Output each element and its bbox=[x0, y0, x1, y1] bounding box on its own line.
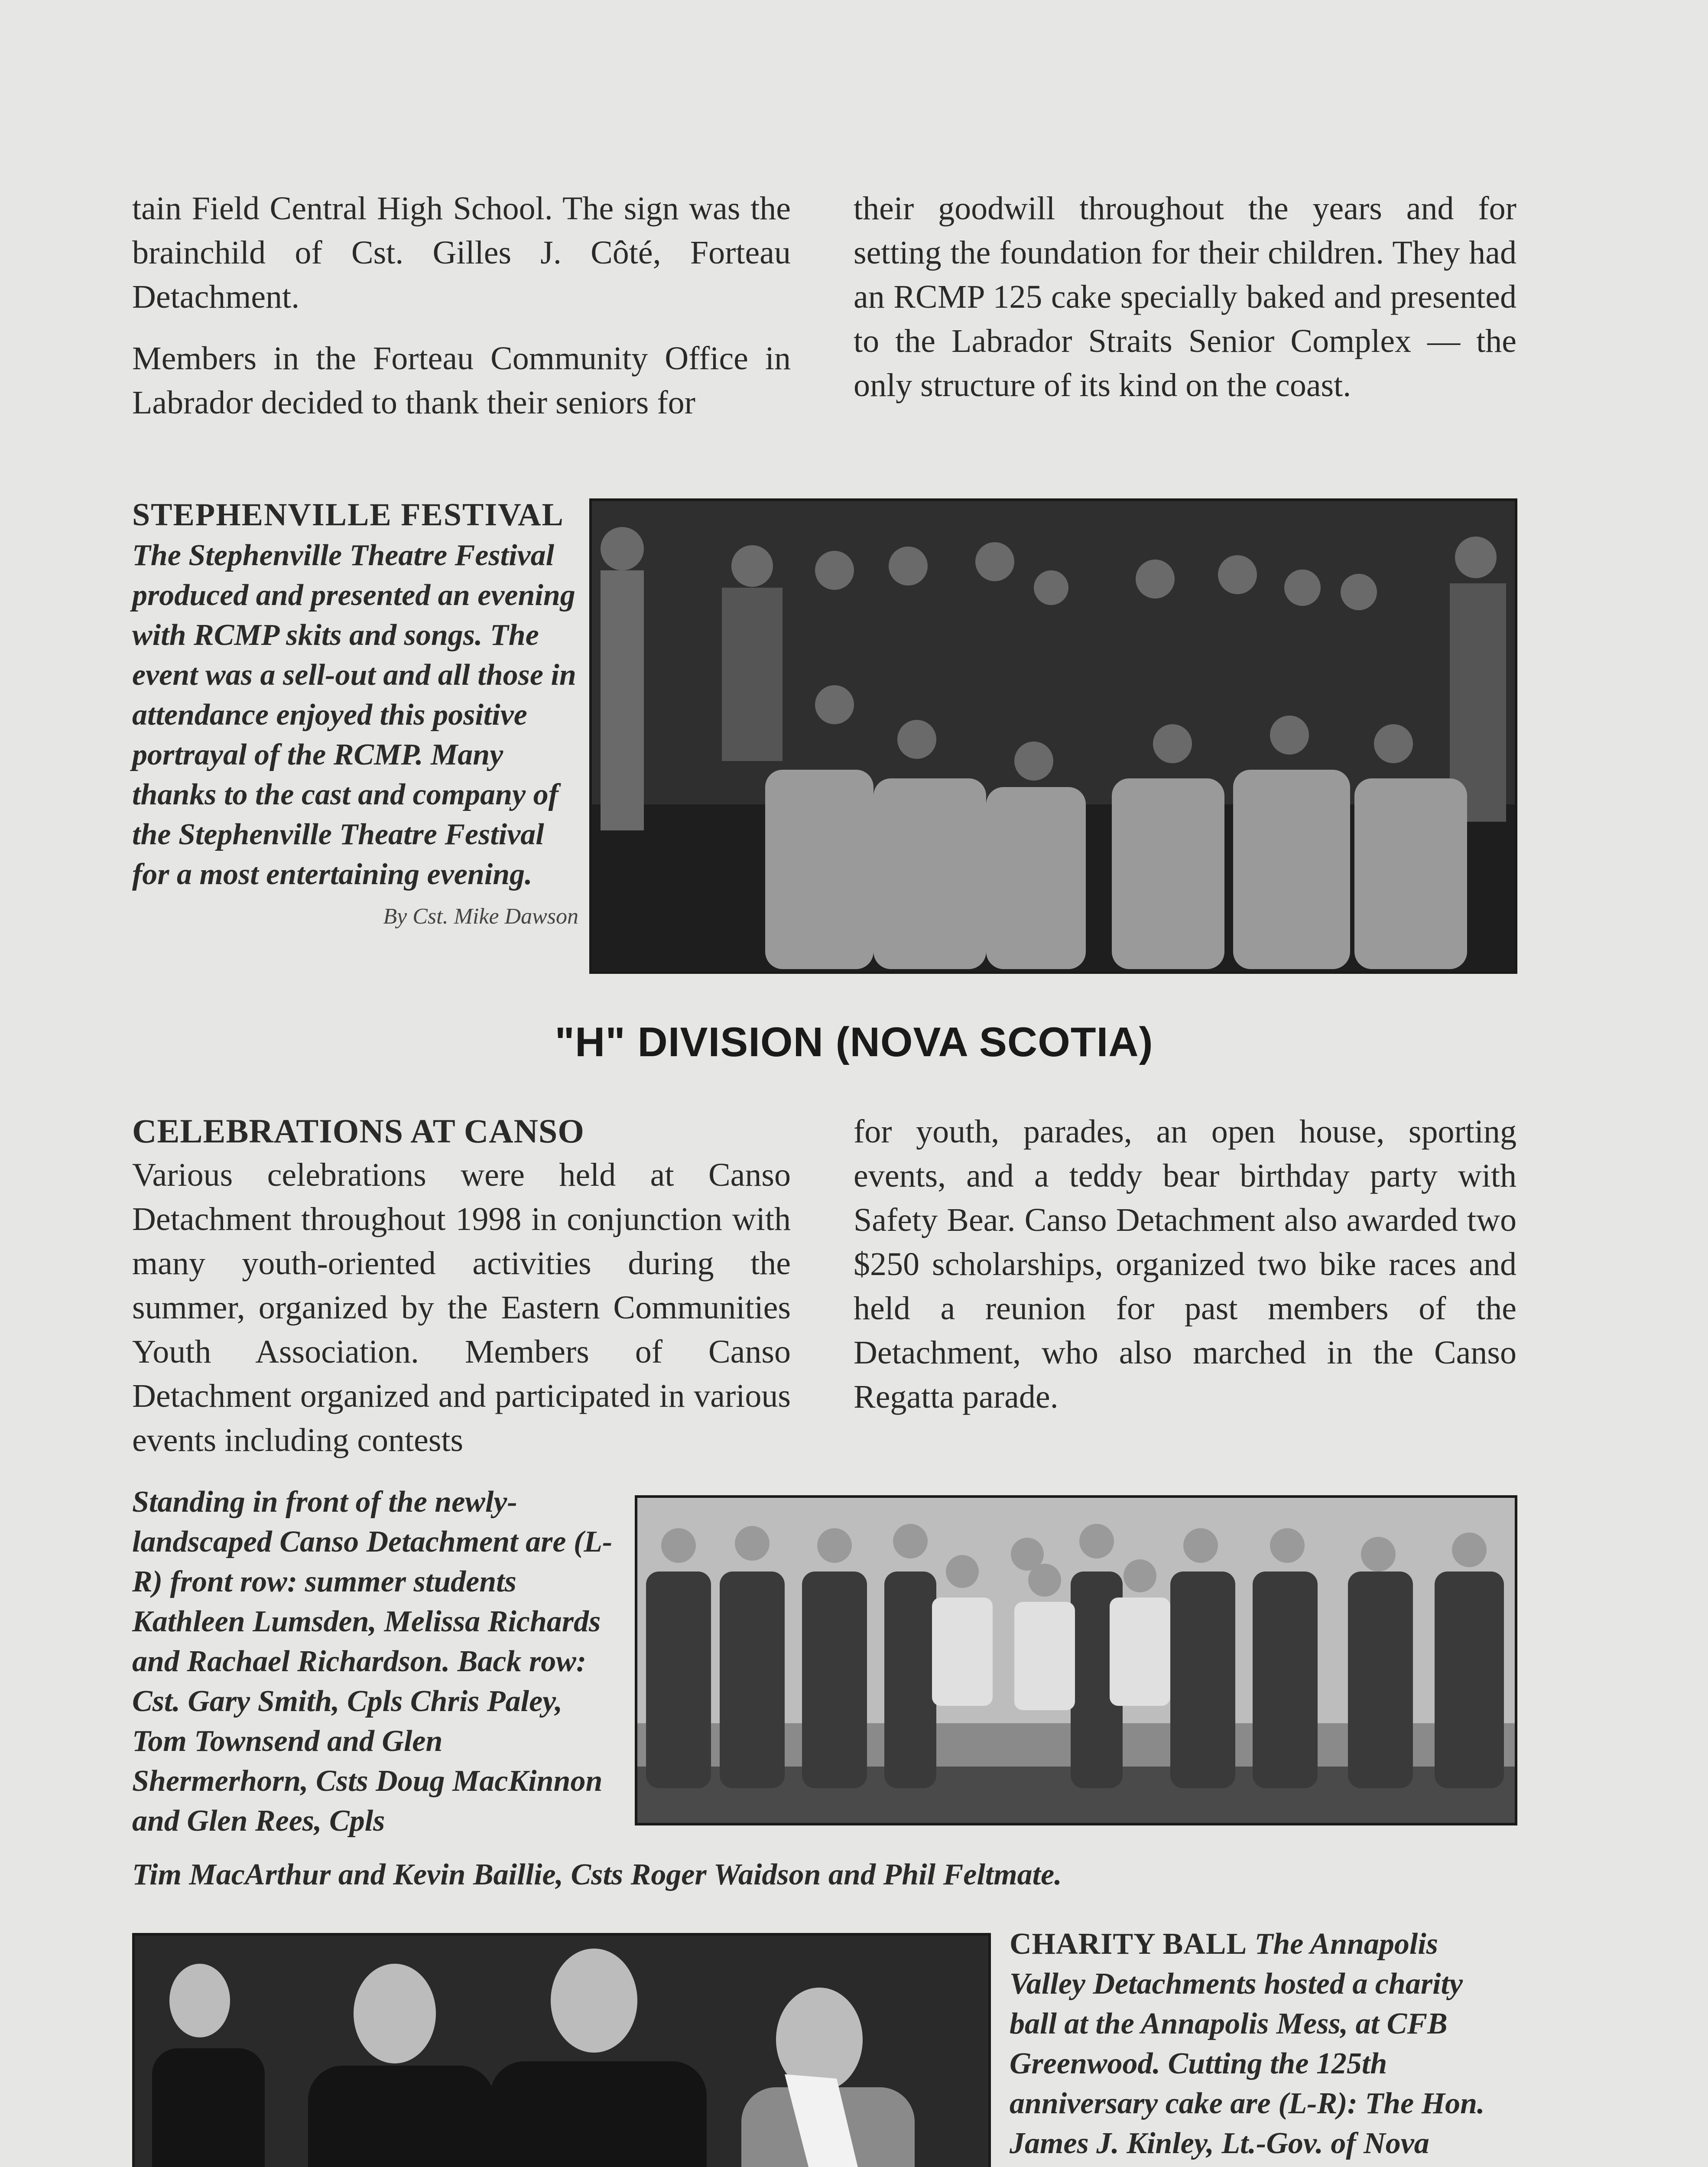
charity-photo-image bbox=[135, 1936, 988, 2167]
detachment-photo-image bbox=[637, 1498, 1515, 1823]
canso-detachment-photo bbox=[635, 1495, 1517, 1825]
canso-heading: CELEBRATIONS AT CANSO bbox=[132, 1112, 584, 1150]
stephenville-credit: By Cst. Mike Dawson bbox=[383, 904, 578, 929]
charity-heading: CHARITY BALL bbox=[1010, 1927, 1247, 1961]
top-right-paragraph-1: their goodwill throughout the years and for setting the foundation for their children. They had an RCMP 125 cake specially baked and presented to the Labrador Straits Senior Complex — the only structure of its kind on the coast. bbox=[854, 190, 1516, 403]
canso-right-paragraph: for youth, parades, an open house, sporting events, and a teddy bear birthday party with Safety Bear. Canso Detachment also awarded two $250 scholarships, organized two bike races and held a reunion for past members of the Detachment, who also marched in the Canso Regatta parade. bbox=[854, 1113, 1516, 1415]
charity-caption: The Annapolis Valley Detachments hosted a charity ball at the Annapolis Mess, at CFB Greenwood. Cutting the 125th anniversary cake are (L-R): The Hon. James J. Kinley, Lt.-Gov. of Nova bbox=[1010, 1927, 1485, 2160]
division-title: "H" DIVISION (NOVA SCOTIA) bbox=[555, 1019, 1153, 1065]
top-left-column bbox=[132, 186, 791, 442]
canso-left-paragraph: Various celebrations were held at Canso Detachment throughout 1998 in conjunction with many youth-oriented activities during the summer, organized by the Eastern Communities Youth Association. Members of Canso Detachment organized and participated in various events including contests bbox=[132, 1157, 791, 1458]
canso-left-column bbox=[132, 1110, 791, 1480]
group-photo-image bbox=[592, 501, 1515, 971]
stephenville-group-photo bbox=[589, 498, 1517, 974]
canso-photo-caption: Standing in front of the newly-landscaped Canso Detachment are (L-R) front row: summer students Kathleen Lumsden, Melissa Richards and Rachael Richardson. Back row: Cst. Gary Smith, Cpls Chris Paley, Tom Townsend and Glen Shermerhorn, Csts Doug MacKinnon and Glen Rees, Cpls bbox=[132, 1485, 613, 1838]
stephenville-caption: The Stephenville Theatre Festival produced and presented an evening with RCMP skits and songs. The event was a sell-out and all those in attendance enjoyed this positive portrayal of the RCMP. Many thanks to the cast and company of the Stephenville Theatre Festival for a most entertaining evening. bbox=[132, 539, 576, 891]
canso-photo-caption-tail: Tim MacArthur and Kevin Baillie, Csts Roger Waidson and Phil Feltmate. bbox=[132, 1858, 1062, 1891]
stephenville-caption-block bbox=[132, 494, 578, 939]
canso-right-column bbox=[854, 1110, 1516, 1436]
stephenville-heading: STEPHENVILLE FESTIVAL bbox=[132, 497, 564, 533]
top-right-column bbox=[854, 186, 1516, 425]
charity-ball-photo bbox=[132, 1933, 991, 2167]
top-left-paragraph-1: tain Field Central High School. The sign was the brainchild of Cst. Gilles J. Côté, Forteau Detachment. bbox=[132, 190, 791, 315]
charity-caption-block bbox=[1010, 1924, 1516, 2167]
top-left-paragraph-2: Members in the Forteau Community Office in Labrador decided to thank their seniors for bbox=[132, 340, 791, 421]
